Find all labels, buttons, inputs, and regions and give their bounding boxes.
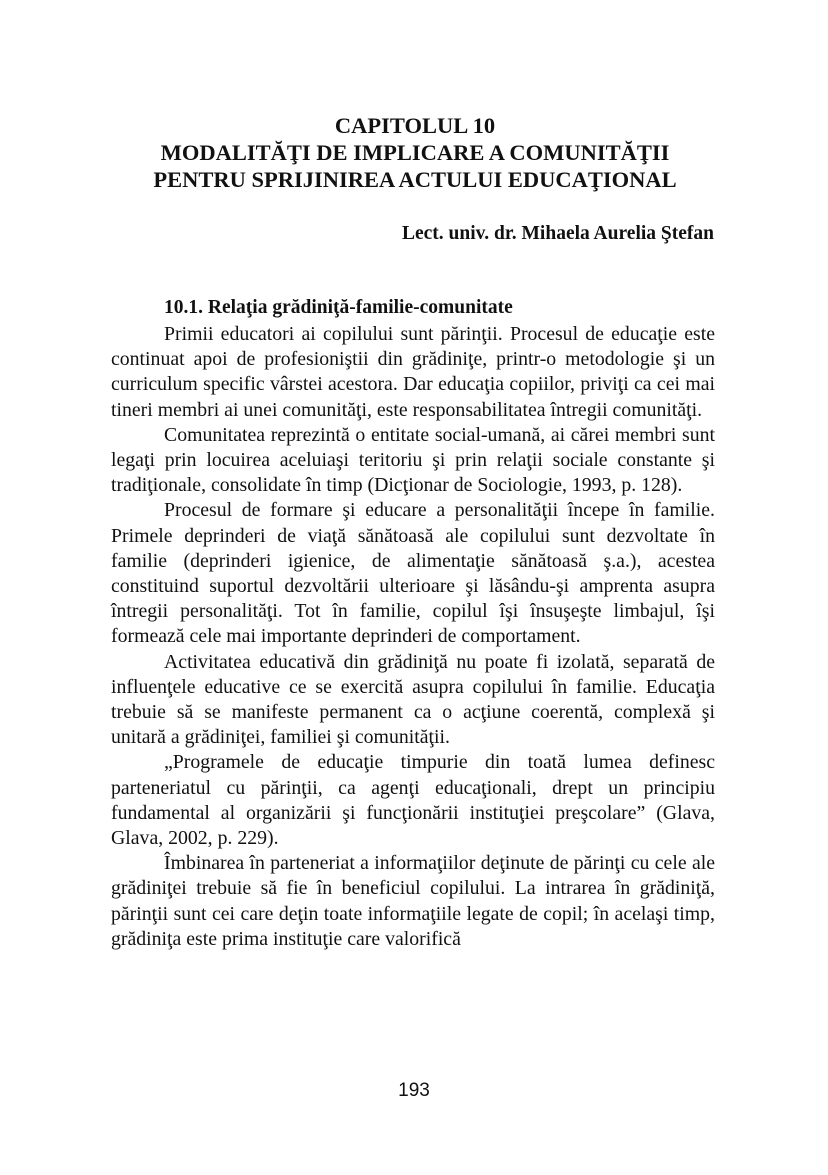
section-body bbox=[111, 322, 715, 952]
paragraph: Primii educatori ai copilului sunt părinţii. Procesul de educaţie este continuat apoi de profesioniştii din grădiniţe, printr-o metodologie şi un curriculum specific vârstei acestora. Dar educaţia copiilor, priviţi ca cei mai tineri membri ai unei comunităţi, este responsabilitatea întregii comunităţi. bbox=[111, 323, 715, 421]
chapter-author: Lect. univ. dr. Mihaela Aurelia Ştefan bbox=[401, 223, 714, 244]
chapter-number: CAPITOLUL 10 bbox=[334, 113, 496, 138]
chapter-heading bbox=[110, 112, 720, 193]
chapter-title-line-1: MODALITĂŢI DE IMPLICARE A COMUNITĂŢII bbox=[160, 140, 670, 165]
chapter-title-line-2: PENTRU SPRIJINIREA ACTULUI EDUCAŢIONAL bbox=[153, 167, 677, 192]
section-title: 10.1. Relaţia grădiniţă-familie-comunitate bbox=[164, 297, 513, 318]
paragraph: Procesul de formare şi educare a personalităţii începe în familie. Primele deprinderi de viaţă sănătoasă ale copilului sunt dezvoltate în familie (deprinderi igienice, de alimentaţie sănătoasă ş.a.), acestea constituind suportul dezvoltării ulterioare şi lăsându-şi amprenta asupra întregii personalităţi. Tot în familie, copilul îşi însuşeşte limbajul, îşi formează cele mai importante deprinderi de comportament. bbox=[111, 499, 715, 648]
paragraph: „Programele de educaţie timpurie din toată lumea definesc parteneriatul cu părinţii, ca agenţi educaţionali, drept un principiu fundamental al organizării şi funcţionării instituţiei preşcolare” (Glava, Glava, 2002, p. 229). bbox=[111, 751, 715, 850]
page-number: 193 bbox=[398, 1080, 430, 1101]
paragraph: Activitatea educativă din grădiniţă nu poate fi izolată, separată de influenţele educative ce se exercită asupra copilului în familie. Educaţia trebuie să se manifeste permanent ca o acţiune coerentă, complexă şi unitară a grădiniţei, familiei şi comunităţii. bbox=[111, 650, 715, 749]
paragraph: Îmbinarea în parteneriat a informaţiilor deţinute de părinţi cu cele ale grădiniţei trebuie să fie în beneficiul copilului. La intrarea în grădiniţă, părinţii sunt cei care deţin toate informaţiile legate de copil; în acelaşi timp, grădiniţa este prima instituţie care valorifică bbox=[111, 852, 715, 950]
paragraph: Comunitatea reprezintă o entitate social-umană, ai cărei membri sunt legaţi prin locuirea aceluiaşi teritoriu şi prin relaţii sociale constante şi tradiţionale, consolidate în timp (Dicţionar de Sociologie, 1993, p. 128). bbox=[111, 423, 715, 497]
